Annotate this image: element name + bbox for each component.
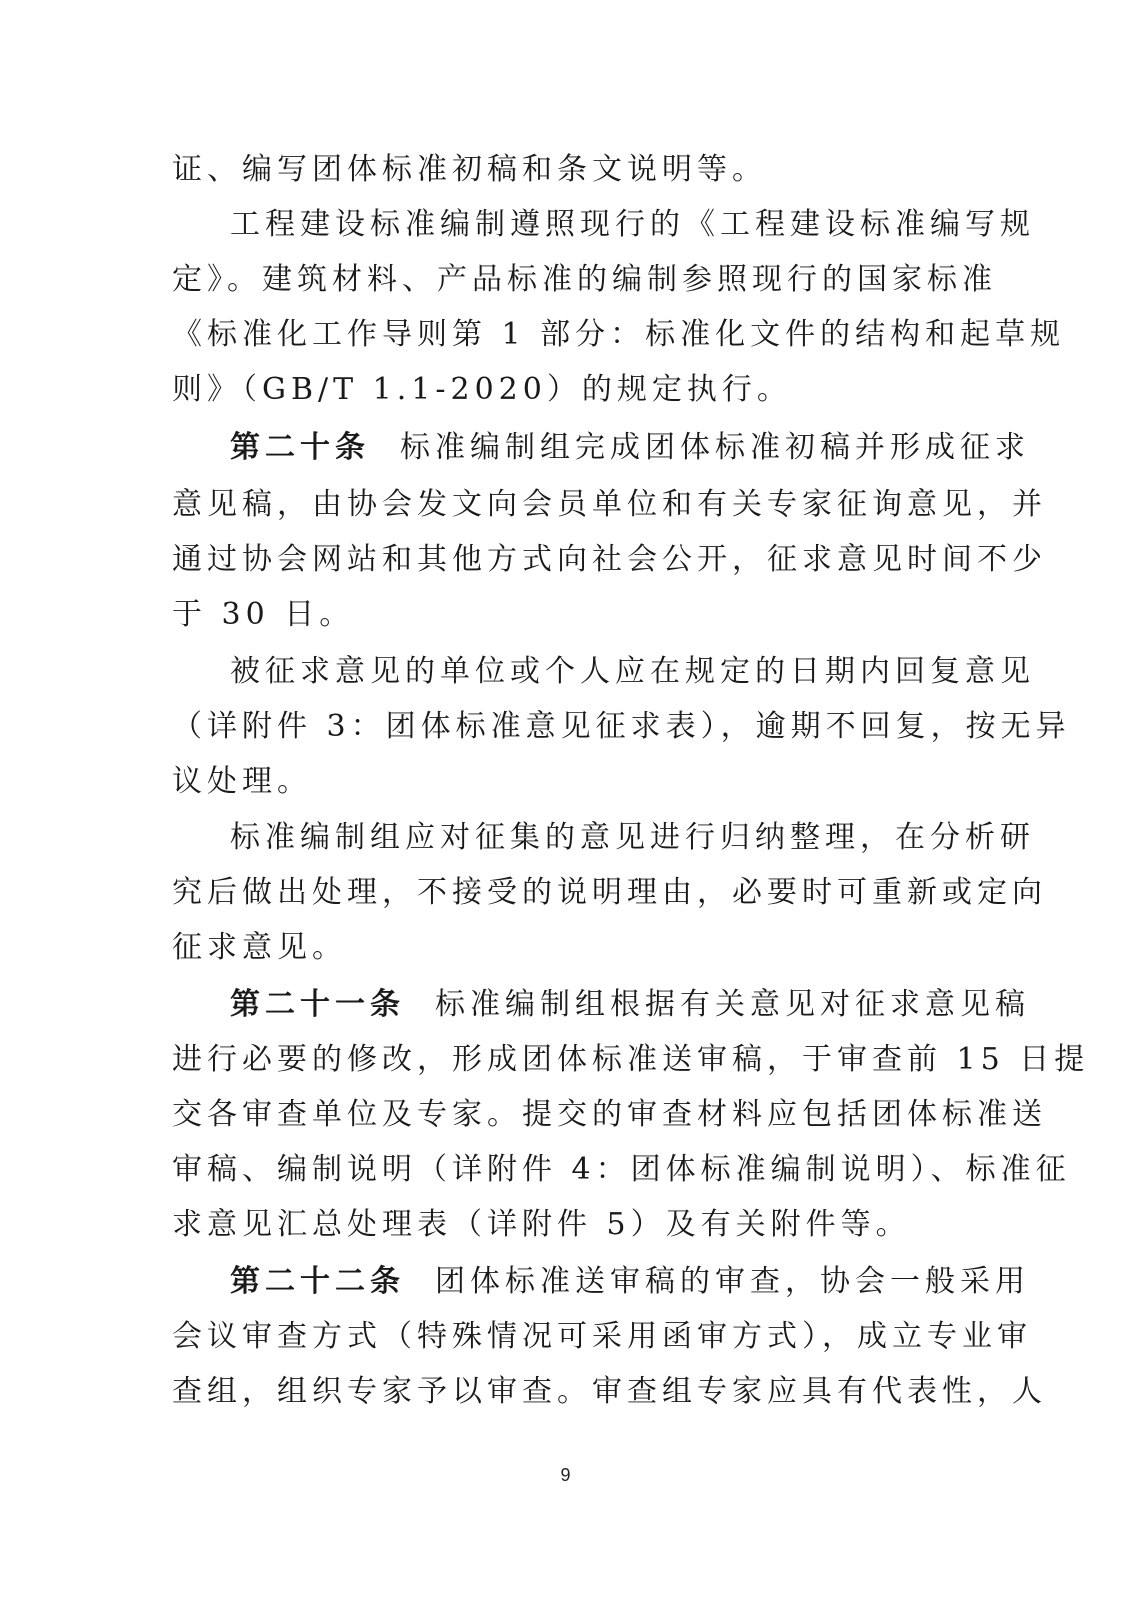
- text-line: （详附件 3：团体标准意见征求表），逾期不回复，按无异: [172, 709, 1071, 744]
- text-line: 标准编制组根据有关意见对征求意见稿: [435, 987, 1030, 1022]
- text-line: 意见稿，由协会发文向会员单位和有关专家征询意见，并: [172, 487, 1047, 522]
- text-line: 定》。建筑材料、产品标准的编制参照现行的国家标准: [172, 262, 997, 297]
- text-line: 会议审查方式（特殊情况可采用函审方式），成立专业审: [172, 1319, 1032, 1354]
- text-line: 标准编制组完成团体标准初稿并形成征求: [400, 430, 1030, 465]
- article-21-first-line: [230, 985, 1030, 1025]
- text-line: 审稿、编制说明（详附件 4：团体标准编制说明）、标准征: [172, 1152, 1071, 1187]
- text-line: 被征求意见的单位或个人应在规定的日期内回复意见: [230, 654, 1035, 689]
- text-line: 则》（GB/T 1.1-2020）的规定执行。: [172, 372, 792, 407]
- article-title: 第二十条: [230, 430, 370, 465]
- text-line: 标准编制组应对征集的意见进行归纳整理，在分析研: [230, 820, 1035, 855]
- text-line: 进行必要的修改，形成团体标准送审稿，于审查前 15 日提: [172, 1042, 1090, 1077]
- article-20-first-line: [230, 428, 1030, 468]
- text-line: 《标准化工作导则第 1 部分：标准化文件的结构和起草规: [172, 317, 1066, 352]
- text-line: 证、编写团体标准初稿和条文说明等。: [172, 152, 767, 187]
- article-title: 第二十二条: [230, 1264, 405, 1299]
- text-line: 于 30 日。: [172, 597, 355, 632]
- text-line: 交各审查单位及专家。提交的审查材料应包括团体标准送: [172, 1097, 1047, 1132]
- text-line: 求意见汇总处理表（详附件 5）及有关附件等。: [172, 1207, 911, 1242]
- text-line: 工程建设标准编制遵照现行的《工程建设标准编写规: [230, 207, 1035, 242]
- text-line: 征求意见。: [172, 930, 347, 965]
- text-line: 议处理。: [172, 764, 312, 799]
- article-22-first-line: [230, 1262, 1030, 1302]
- article-title: 第二十一条: [230, 987, 405, 1022]
- text-line: 团体标准送审稿的审查，协会一般采用: [435, 1264, 1030, 1299]
- text-line: 究后做出处理，不接受的说明理由，必要时可重新或定向: [172, 875, 1047, 910]
- page-number: 9: [560, 1465, 571, 1485]
- text-line: 查组，组织专家予以审查。审查组专家应具有代表性，人: [172, 1374, 1047, 1409]
- text-line: 通过协会网站和其他方式向社会公开，征求意见时间不少: [172, 542, 1047, 577]
